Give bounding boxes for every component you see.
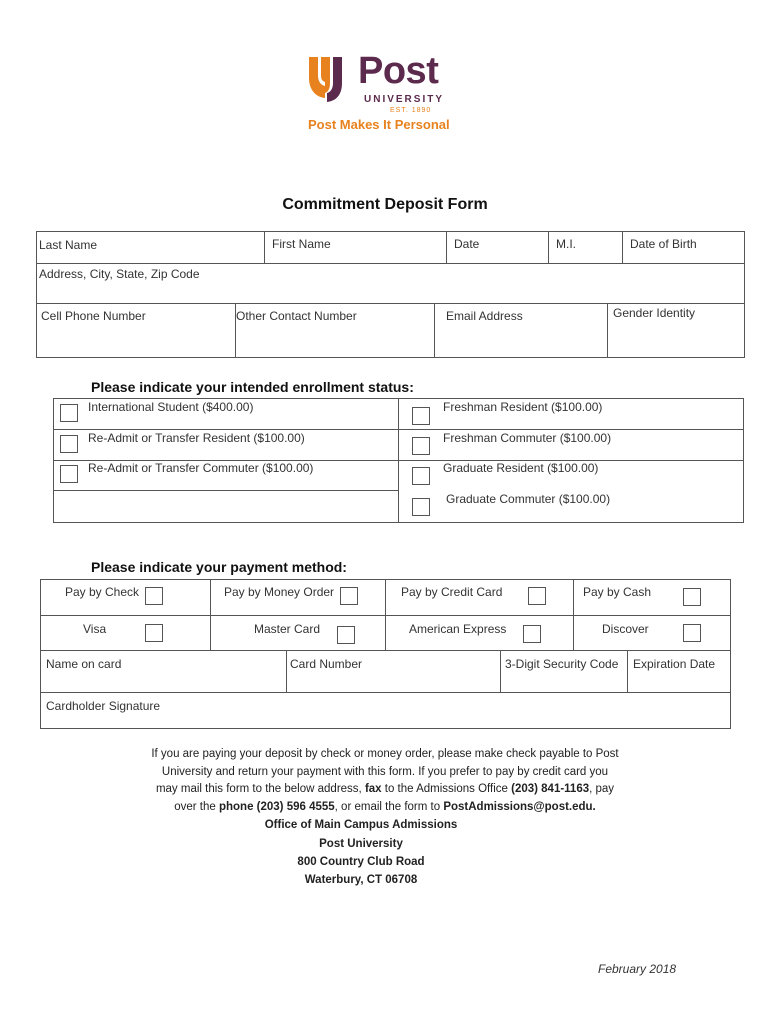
graduate-resident-checkbox[interactable] (412, 467, 430, 485)
pay-by-money-order-label: Pay by Money Order (224, 585, 335, 599)
post-logo-icon (305, 54, 355, 104)
visa-cell (40, 615, 212, 652)
last-name-label: Last Name (39, 238, 98, 252)
fax-label: fax (364, 783, 382, 795)
enrollment-row-divider (53, 429, 743, 430)
logo-wordmark: Post (358, 50, 439, 92)
date-of-birth-label: Date of Birth (630, 237, 697, 251)
pay-by-money-order-checkbox[interactable] (340, 587, 358, 605)
graduate-commuter-checkbox[interactable] (412, 498, 430, 516)
pay-by-credit-card-checkbox[interactable] (528, 587, 546, 605)
cell-phone-label: Cell Phone Number (41, 309, 146, 323)
card-number-label: Card Number (290, 657, 363, 671)
first-name-label: First Name (272, 237, 331, 251)
city-state-zip: Waterbury, CT 06708 (304, 874, 418, 886)
cardholder-signature-label: Cardholder Signature (46, 699, 161, 713)
phone-number: phone (203) 596 4555 (218, 801, 335, 813)
freshman-commuter-label: Freshman Commuter ($100.00) (443, 431, 612, 445)
post-university-logo (300, 50, 470, 135)
readmit-transfer-resident-checkbox[interactable] (60, 435, 78, 453)
pay-by-check-checkbox[interactable] (145, 587, 163, 605)
instructions-line (0, 801, 770, 813)
revision-date: February 2018 (598, 962, 677, 976)
pay-by-cash-label: Pay by Cash (583, 585, 652, 599)
amex-label: American Express (409, 622, 507, 636)
date-label: Date (454, 237, 480, 251)
security-code-label: 3-Digit Security Code (505, 657, 619, 671)
instructions-text: to the Admissions Office (381, 783, 512, 795)
logo-university: UNIVERSITY (364, 94, 445, 105)
payment-heading: Please indicate your payment method: (91, 559, 347, 575)
email-label: Email Address (446, 309, 523, 323)
freshman-resident-checkbox[interactable] (412, 407, 430, 425)
office-name: Office of Main Campus Admissions (264, 819, 458, 831)
address-label: Address, City, State, Zip Code (39, 267, 200, 281)
instructions-text: , or email the form to (334, 801, 444, 813)
instructions-line: If you are paying your deposit by check or money order, please make check payable to Post (151, 748, 619, 760)
international-student-label: International Student ($400.00) (88, 400, 254, 414)
instructions-text: , pay (589, 783, 615, 795)
international-student-checkbox[interactable] (60, 404, 78, 422)
graduate-resident-label: Graduate Resident ($100.00) (443, 461, 599, 475)
graduate-commuter-label: Graduate Commuter ($100.00) (446, 492, 611, 506)
university-name: Post University (319, 838, 403, 850)
amex-checkbox[interactable] (523, 625, 541, 643)
readmit-transfer-commuter-label: Re-Admit or Transfer Commuter ($100.00) (88, 461, 314, 475)
name-on-card-label: Name on card (46, 657, 122, 671)
readmit-transfer-commuter-checkbox[interactable] (60, 465, 78, 483)
admissions-email-link[interactable]: PostAdmissions@post.edu. (443, 801, 596, 813)
instructions-text: may mail this form to the below address, (155, 783, 365, 795)
fax-number: (203) 841-1163 (511, 783, 590, 795)
enrollment-heading: Please indicate your intended enrollment status: (91, 379, 414, 395)
gender-label: Gender Identity (613, 306, 696, 320)
visa-label: Visa (83, 622, 107, 636)
discover-cell (573, 615, 731, 652)
middle-initial-label: M.I. (556, 237, 576, 251)
discover-checkbox[interactable] (683, 624, 701, 642)
enrollment-row-divider (53, 490, 398, 491)
expiration-date-label: Expiration Date (633, 657, 716, 671)
street-address: 800 Country Club Road (297, 856, 425, 868)
instructions-text: over the (174, 801, 219, 813)
mastercard-label: Master Card (254, 622, 321, 636)
freshman-resident-label: Freshman Resident ($100.00) (443, 400, 603, 414)
freshman-commuter-checkbox[interactable] (412, 437, 430, 455)
form-title: Commitment Deposit Form (282, 196, 488, 213)
pay-by-credit-card-label: Pay by Credit Card (401, 585, 503, 599)
visa-checkbox[interactable] (145, 624, 163, 642)
other-contact-label: Other Contact Number (236, 309, 357, 323)
instructions-line: University and return your payment with this form. If you prefer to pay by credit card you (161, 766, 609, 778)
readmit-transfer-resident-label: Re-Admit or Transfer Resident ($100.00) (88, 431, 305, 445)
discover-label: Discover (602, 622, 649, 636)
instructions-line (0, 783, 770, 795)
mastercard-checkbox[interactable] (337, 626, 355, 644)
logo-tagline: Post Makes It Personal (308, 117, 450, 132)
logo-established: EST. 1890 (390, 107, 432, 114)
pay-by-cash-checkbox[interactable] (683, 588, 701, 606)
pay-by-check-label: Pay by Check (65, 585, 140, 599)
